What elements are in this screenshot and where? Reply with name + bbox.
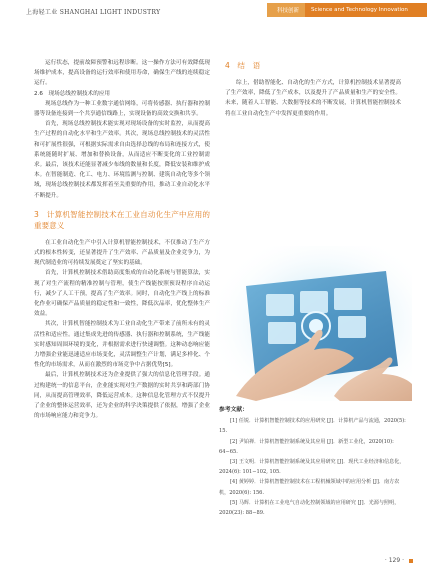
section-heading-3: 3 计算机智能控制技术在工业自动化生产中应用的重要意义 bbox=[34, 209, 210, 230]
section-heading-4: 4 结 语 bbox=[225, 61, 261, 70]
paragraph: 综上，借助智能化、自动化的生产方式，计算机控制技术显著提高了生产效率，降低了生产成本，以及提升了产品质量和生产的安全性。未来，随着人工智能、大数据等技术的不断发展，计算机智能控制技术将在工业自动化生产中发挥更重要的作用。 bbox=[225, 80, 401, 117]
references-title: 参考文献： bbox=[219, 407, 248, 413]
page-footer bbox=[385, 557, 413, 564]
section-banner bbox=[267, 3, 427, 17]
references bbox=[219, 405, 407, 518]
paragraph: 其次，计算机智能控制技术为工业自动化生产带来了前所未有的灵活性和适应性。通过集成先进的传感器、执行器和控制系统，生产线能实时感知周围环境的变化，并根据需求进行快速调整。这种动态响应能力增强企业能迅速适应市场变化，灵活调整生产计划，满足多样化、个性化的市场需求，从而在激烈的市场竞争中占据优势[5]。 bbox=[34, 321, 210, 369]
journal-name: 上海轻工业 SHANGHAI LIGHT INDUSTRY bbox=[26, 9, 161, 16]
page-number: · 129 · bbox=[384, 557, 404, 564]
reference-item: [4] 黄婷婷．计算机智能控制技术在工程机械领域中的应用分析 [J]．南方农机，2020(6): 156. bbox=[219, 479, 400, 496]
reference-item: [3] 王文明．计算机智能控制系统及其应用研究 [J]．现代工业经济和信息化，2024(6): 101−102, 105. bbox=[219, 459, 405, 476]
footer-marker bbox=[409, 559, 413, 563]
paragraph: 现场总线作为一种工业数字通信网络，可将传感器、执行器和控制器等设备连接到一个共享通信线路上，实现设备的高效交换和共享。 bbox=[34, 100, 210, 118]
right-column bbox=[225, 58, 401, 119]
paragraph: 在工业自动化生产中引入计算机智能控制技术，不仅推动了生产方式的根本性转变，还显著提升了生产效率、产品质量及企业竞争力，为现代制造业的可持续发展奠定了坚实的基础。 bbox=[34, 239, 210, 267]
paragraph: 运行状态，提前故障预警和远程诊断。这一操作方法可有效降低现场维护成本，提高设备的运行效率和使用寿命，确保生产线的连续稳定运行。 bbox=[34, 60, 210, 87]
illustration-graphic bbox=[216, 246, 412, 401]
left-column bbox=[34, 58, 210, 422]
reference-item: [1] 任锐．计算机智能控制技术的应用研究 [J]．计算机产品与流通，2020(5): 15. bbox=[219, 418, 406, 435]
section-category: 科技创新 bbox=[277, 8, 300, 14]
page-header bbox=[0, 0, 427, 22]
paragraph: 最后，计算机控制技术还为企业提供了强大的信息化管理手段。通过构建统一的信息平台，企业能实现对生产数据的实时共享和跨部门协同，从而提高管理效率，降低运营成本。这种信息化管理方式不仅提升了企业的整体运营效率，还为企业的科学决策提供了依据，增强了企业的市场响应能力和竞争力。 bbox=[34, 372, 210, 420]
paragraph: 首先，计算机控制技术借助高度集成的自动化系统与智能算法，实现了对生产流程的精准控制与管理，使生产线能按照预设程序自动运行，减少了人工干预，提高了生产效率。同时，自动化生产线上的标准化作业可确保产品质量的稳定性和一致性，降低次品率，优化整体生产效益。 bbox=[34, 270, 210, 318]
reference-item: [5] 马辉．计算机在工业电气自动化控制领域的应用研究 [J]．光源与照明，2020(23): 88−89. bbox=[219, 499, 400, 517]
illustration-hand-touchscreen bbox=[216, 246, 412, 401]
reference-item: [2] 尹铂禅．计算机智能控制系统及其应用 [J]．新型工业化，2020(10): 64−65. bbox=[219, 438, 394, 455]
subsection-heading: 2.6 现场总线控制技术的应用 bbox=[34, 90, 111, 97]
section-category-en: Science and Technology Innovation bbox=[305, 3, 427, 17]
paragraph: 首先，现场总线控制技术能实现对现场设备的实时监控，从而提高生产过程的自动化水平和生产效率。其次，现场总线控制技术的灵活性和可扩展性很强，可根据实际需求自由选择总线的布局和连接方式，使系统能随时扩展、增加和替换设备，从而适应不断变化的工业控制需求。最后，该技术还能显著减少布线的数量和长度，降低安装和维护成本。在智能制造、化工、电力、环境监测与控制、建筑自动化等多个领域，现场总线控制技术都发挥着至关重要的作用，推动工业自动化水平不断提升。 bbox=[34, 121, 210, 199]
